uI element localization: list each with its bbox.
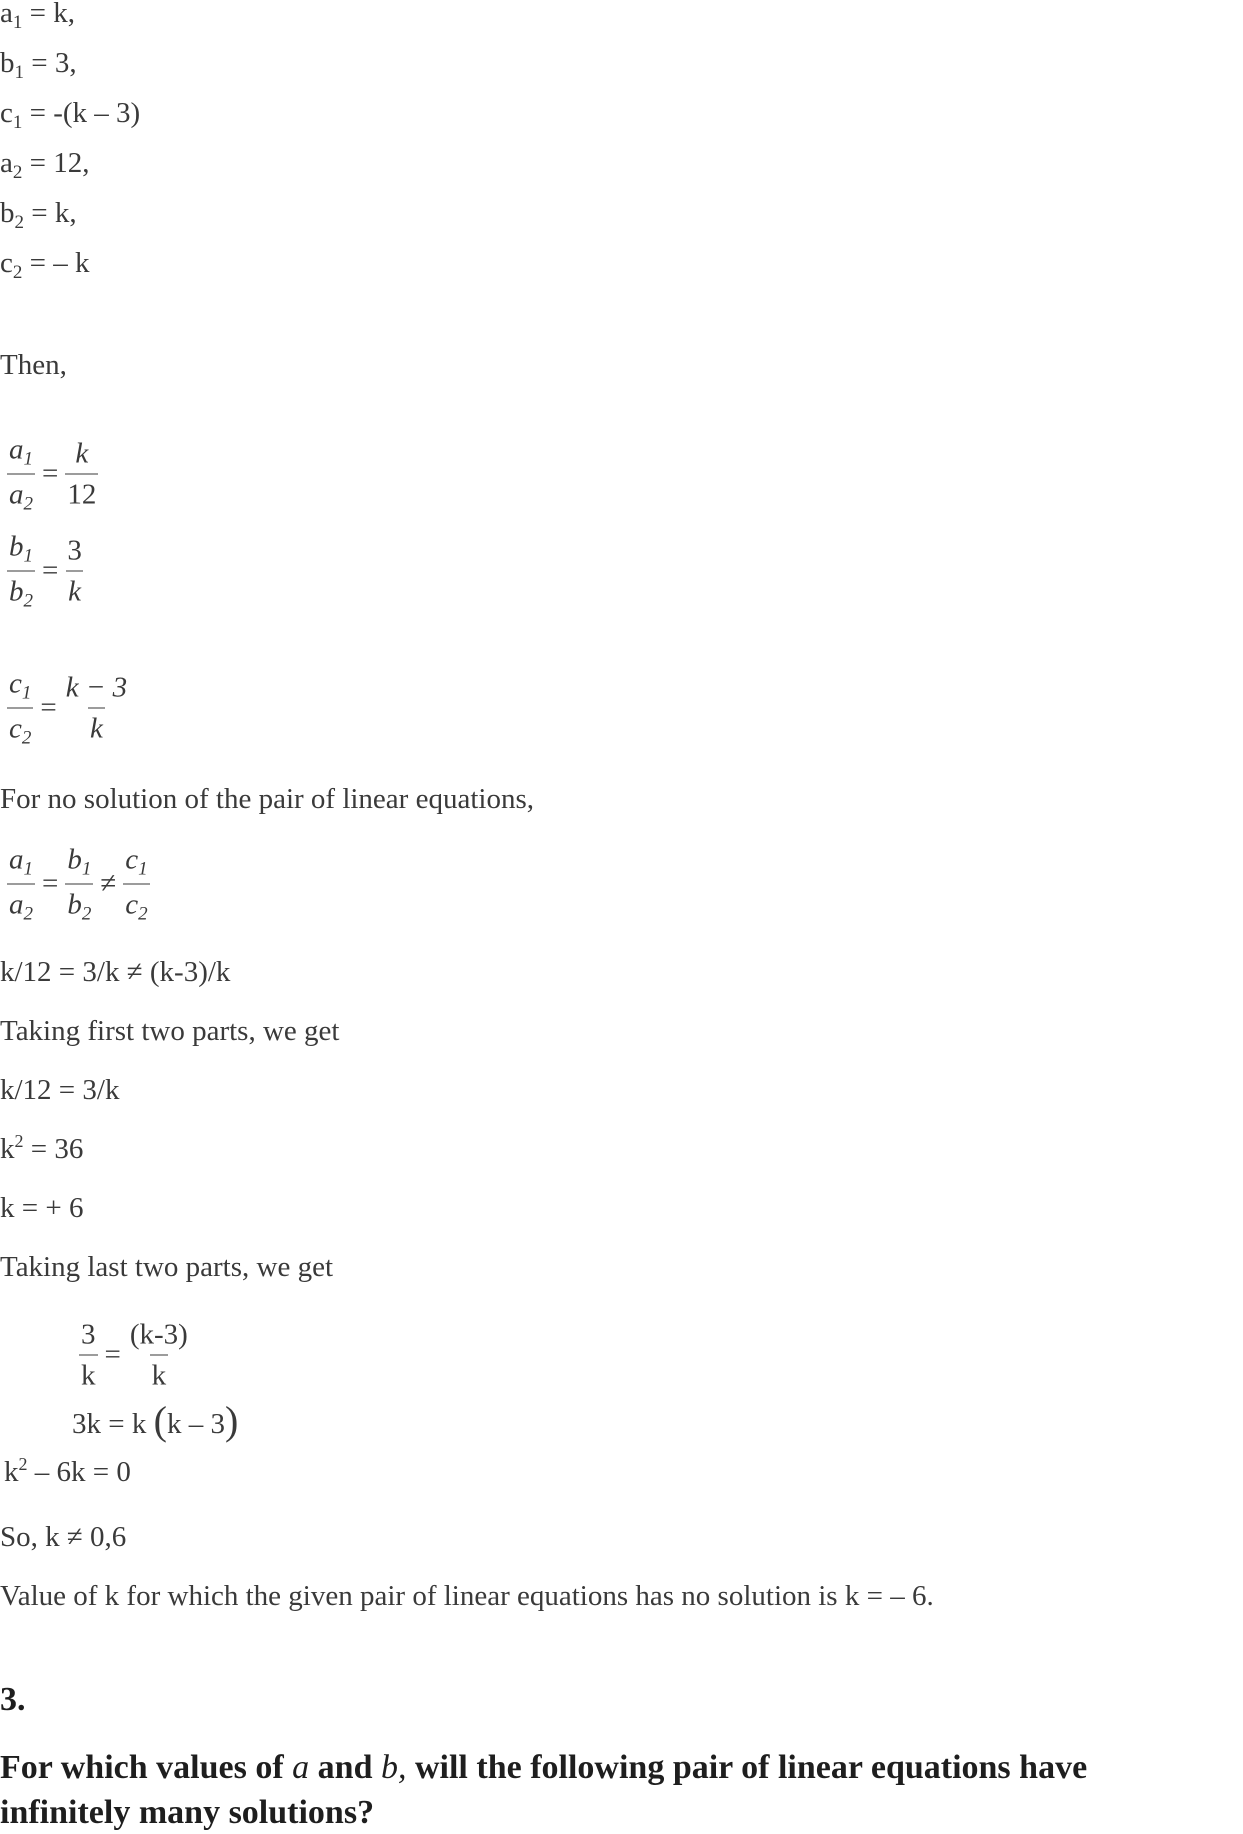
ratio-b: $\frac{b_1}{b_2}$ = $\frac{3}{k}$: [9, 530, 82, 612]
coef-b1: $b_1 = 3$,: [0, 47, 77, 83]
no-solution-condition: $\frac{a_1}{a_2}$ = $\frac{b_1}{b_2}$ ≠ $\frac{c_1}{c_2}$: [9, 843, 148, 925]
coef-a2: $a_2 = 12$,: [0, 147, 90, 183]
coef-b2: $b_2 = k$,: [0, 197, 77, 233]
taking-first-text: Taking first two parts, we get: [0, 1015, 340, 1047]
fraction-a1-a2: $\frac{a_1}{a_2}$: [9, 433, 33, 515]
so-line: So, k ≠ 0,6: [0, 1521, 127, 1553]
fraction-3-k-step5: $\frac{3}{k}$: [81, 1318, 96, 1392]
fraction-b1-b2: $\frac{b_1}{b_2}$: [9, 530, 33, 612]
conclusion-text: Value of k for which the given pair of linear equations has no solution is k = – 6.: [0, 1580, 934, 1612]
step-7: $k^2 - 6k = 0$: [4, 1454, 131, 1488]
fraction-b1-b2-cond: $\frac{b_1}{b_2}$: [67, 843, 92, 925]
ratio-c: $\frac{c_1}{c_2}$ = $\frac{k - 3}{k}$: [9, 667, 128, 749]
question-line-1: For which values of a and b, will the following pair of linear equations have: [0, 1749, 1088, 1786]
question-line-2: infinitely many solutions?: [0, 1794, 375, 1831]
fraction-k-3-k-step5: $\frac{(k-3)}{k}$: [129, 1318, 188, 1392]
step-1: k/12 = 3/k ≠ (k-3)/k: [0, 956, 231, 988]
coef-a1: $a_1 = k$,: [0, 0, 75, 33]
fraction-3-k: $\frac{3}{k}$: [67, 534, 82, 608]
fraction-k-12: $\frac{k}{12}$: [67, 437, 97, 511]
then-label: Then,: [0, 349, 67, 381]
no-solution-text: For no solution of the pair of linear equations,: [0, 783, 534, 815]
step-2: k/12 = 3/k: [0, 1074, 120, 1106]
question-number: 3.: [0, 1681, 26, 1718]
step-6: 3k = k (k – 3): [72, 1398, 239, 1443]
step-4: k = + 6: [0, 1192, 84, 1224]
fraction-k-minus-3-over-k: $\frac{k - 3}{k}$: [65, 671, 128, 745]
taking-last-text: Taking last two parts, we get: [0, 1251, 334, 1283]
fraction-a1-a2-cond: $\frac{a_1}{a_2}$: [9, 843, 33, 925]
coef-c2: $c_2$ = – k: [0, 247, 90, 283]
step-5: $\frac{3}{k}$ = $\frac{(k-3)}{k}$: [81, 1318, 188, 1392]
coef-c1: $c_1 = -(k - 3)$: [0, 97, 141, 133]
step-3: $k^2 = 36$: [0, 1131, 84, 1165]
fraction-c1-c2-cond: $\frac{c_1}{c_2}$: [125, 843, 148, 925]
fraction-c1-c2: $\frac{c_1}{c_2}$: [9, 667, 32, 749]
ratio-a: $\frac{a_1}{a_2}$ = $\frac{k}{12}$: [9, 433, 97, 515]
